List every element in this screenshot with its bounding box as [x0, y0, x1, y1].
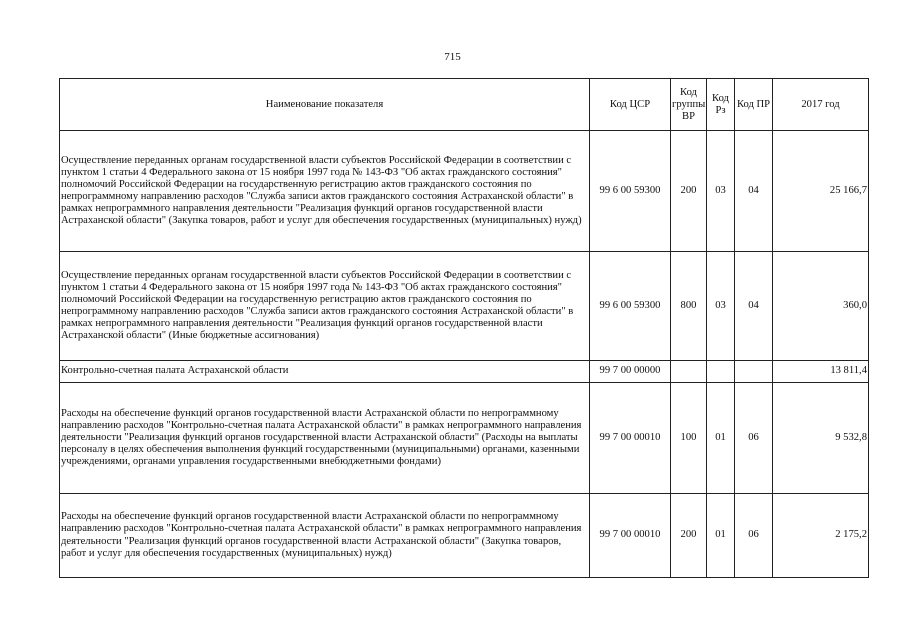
header-row	[60, 79, 869, 131]
header-vr: Код группы ВР	[671, 79, 707, 131]
row-amount: 360,0	[773, 252, 869, 361]
row-amount: 9 532,8	[773, 383, 869, 494]
table-row	[60, 131, 869, 252]
row-rz: 03	[707, 131, 735, 252]
table-row	[60, 252, 869, 361]
header-name: Наименование показателя	[60, 79, 590, 131]
row-pr: 06	[735, 494, 773, 578]
header-pr: Код ПР	[735, 79, 773, 131]
row-name: Расходы на обеспечение функций органов государственной власти Астраханской области по непрограммному направлению расходов "Контрольно-счетная палата Астраханской области" в рамках непрограммного направления деятельности "Реализация функций органов государственной власти Астраханской области" (Расходы на выплаты персоналу в целях обеспечения выполнения функций государственными (муниципальными) органами, казенными учреждениями, органами управления государственными внебюджетными фондами)	[60, 383, 590, 494]
header-year: 2017 год	[773, 79, 869, 131]
row-pr: 06	[735, 383, 773, 494]
row-csr: 99 6 00 59300	[590, 131, 671, 252]
row-rz: 03	[707, 252, 735, 361]
row-name: Контрольно-счетная палата Астраханской области	[60, 361, 590, 383]
row-vr: 800	[671, 252, 707, 361]
row-csr: 99 7 00 00010	[590, 494, 671, 578]
row-amount: 2 175,2	[773, 494, 869, 578]
header-csr: Код ЦСР	[590, 79, 671, 131]
table-row	[60, 361, 869, 383]
budget-table	[59, 78, 869, 578]
row-name: Расходы на обеспечение функций органов государственной власти Астраханской области по непрограммному направлению расходов "Контрольно-счетная палата Астраханской области" в рамках непрограммного направления деятельности "Реализация функций органов государственной власти Астраханской области" (Закупка товаров, работ и услуг для обеспечения государственных (муниципальных) нужд)	[60, 494, 590, 578]
row-pr	[735, 361, 773, 383]
row-vr: 100	[671, 383, 707, 494]
page-number: 715	[444, 51, 461, 63]
row-rz: 01	[707, 383, 735, 494]
table-row	[60, 383, 869, 494]
row-rz: 01	[707, 494, 735, 578]
row-csr: 99 7 00 00000	[590, 361, 671, 383]
row-pr: 04	[735, 252, 773, 361]
table-body	[60, 131, 869, 578]
table-row	[60, 494, 869, 578]
row-csr: 99 6 00 59300	[590, 252, 671, 361]
row-csr: 99 7 00 00010	[590, 383, 671, 494]
row-vr: 200	[671, 494, 707, 578]
header-rz: Код Рз	[707, 79, 735, 131]
row-vr	[671, 361, 707, 383]
row-vr: 200	[671, 131, 707, 252]
row-pr: 04	[735, 131, 773, 252]
table-header	[60, 79, 869, 131]
row-amount: 25 166,7	[773, 131, 869, 252]
row-amount: 13 811,4	[773, 361, 869, 383]
row-name: Осуществление переданных органам государственной власти субъектов Российской Федерации в соответствии с пунктом 1 статьи 4 Федерального закона от 15 ноября 1997 года № 143-ФЗ "Об актах гражданского состояния" полномочий Российской Федерации на государственную регистрацию актов гражданского состояния по непрограммному направлению расходов "Служба записи актов гражданского состояния Астраханской области" в рамках непрограммного направления деятельности "Реализация функций органов государственной власти Астраханской области" (Иные бюджетные ассигнования)	[60, 252, 590, 361]
row-rz	[707, 361, 735, 383]
row-name: Осуществление переданных органам государственной власти субъектов Российской Федерации в соответствии с пунктом 1 статьи 4 Федерального закона от 15 ноября 1997 года № 143-ФЗ "Об актах гражданского состояния" полномочий Российской Федерации на государственную регистрацию актов гражданского состояния по непрограммному направлению расходов "Служба записи актов гражданского состояния Астраханской области" в рамках непрограммного направления деятельности "Реализация функций органов государственной власти Астраханской области" (Закупка товаров, работ и услуг для обеспечения государственных (муниципальных) нужд)	[60, 131, 590, 252]
